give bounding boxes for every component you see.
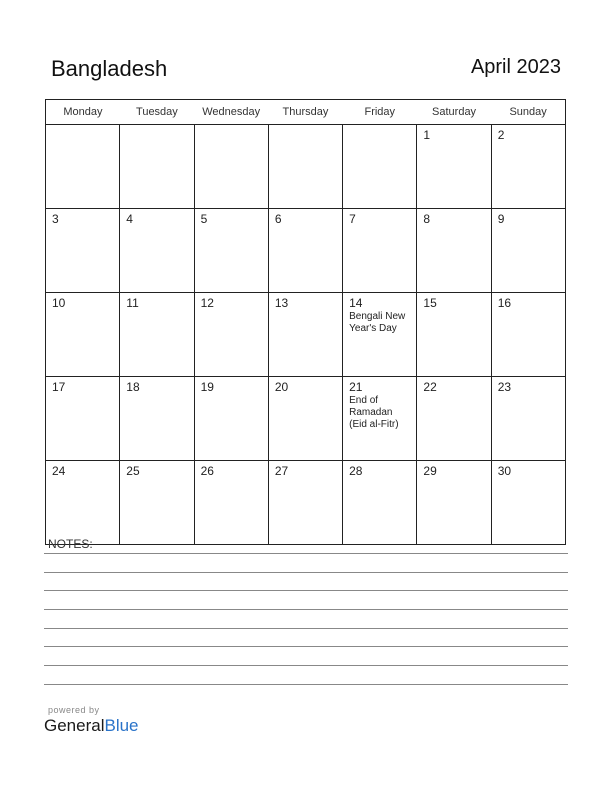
day-cell [46,461,120,545]
notes-line [44,609,568,610]
day-cell [417,125,491,209]
day-number: 17 [52,380,66,394]
day-number: 7 [349,212,356,226]
day-cell [268,461,342,545]
notes-line [44,553,568,554]
brand-logo-blue: Blue [104,716,139,735]
day-cell [417,461,491,545]
day-number: 26 [200,464,214,478]
weekday-header: Monday [46,100,120,125]
week-row [46,461,566,545]
day-number: 8 [423,212,431,226]
notes-line [44,646,568,647]
day-cell [46,293,120,377]
weekday-header: Saturday [417,100,491,125]
day-cell [268,293,342,377]
holiday-label: End of Ramadan (Eid al-Fitr) [349,395,399,430]
day-number: 25 [126,464,140,478]
day-cell [120,209,194,293]
weekday-header: Sunday [491,100,565,125]
day-number: 19 [200,380,214,394]
day-cell [120,461,194,545]
day-number: 11 [126,296,139,310]
week-row [46,209,566,293]
day-cell [417,377,491,461]
day-number: 6 [274,212,282,226]
day-number: 2 [497,128,505,142]
day-cell [491,209,565,293]
day-cell [120,293,194,377]
day-number: 30 [497,464,512,478]
day-number: 1 [423,128,431,142]
day-cell [491,377,565,461]
day-number: 27 [274,464,289,478]
weekday-header: Tuesday [120,100,194,125]
day-cell [46,125,120,209]
day-cell [491,461,565,545]
day-number: 24 [52,464,66,478]
week-row [46,293,566,377]
brand-logo [44,716,139,736]
weekday-header: Thursday [268,100,342,125]
day-number: 5 [200,212,208,226]
day-cell [491,125,565,209]
weekday-header-row [46,100,566,125]
day-cell [491,293,565,377]
day-number: 13 [274,296,289,310]
day-cell [46,209,120,293]
powered-by-text: powered by [48,705,100,715]
week-row [46,377,566,461]
day-cell [120,377,194,461]
day-cell [343,461,417,545]
weekday-header: Friday [343,100,417,125]
day-number: 21 [349,380,363,394]
day-number: 15 [423,296,437,310]
day-number: 23 [497,380,512,394]
day-cell [268,209,342,293]
calendar-grid [45,99,566,545]
day-cell [194,293,268,377]
week-row [46,125,566,209]
notes-line [44,684,568,685]
day-number: 3 [52,212,59,226]
notes-line [44,665,568,666]
month-year-title: April 2023 [470,56,561,78]
country-title: Bangladesh [51,56,168,81]
day-number: 12 [200,296,214,310]
day-number: 14 [349,296,363,310]
day-cell [343,377,417,461]
day-cell [343,125,417,209]
day-number: 22 [423,380,437,394]
day-number: 10 [52,296,66,310]
day-cell [268,125,342,209]
day-cell [268,377,342,461]
day-cell [343,209,417,293]
day-cell [194,125,268,209]
day-number: 18 [126,380,140,394]
day-number: 4 [126,212,133,226]
brand-logo-general: General [44,716,105,735]
day-number: 16 [497,296,512,310]
day-cell [417,293,491,377]
notes-line [44,572,568,573]
notes-line [44,590,568,591]
day-cell [120,125,194,209]
day-number: 20 [274,380,289,394]
day-cell [194,209,268,293]
day-cell [46,377,120,461]
notes-label: NOTES: [48,537,93,551]
day-cell [417,209,491,293]
day-number: 28 [349,464,363,478]
holiday-label: Bengali New Year's Day [349,311,406,334]
day-number: 9 [497,212,505,226]
weekday-header: Wednesday [194,100,268,125]
day-cell [194,461,268,545]
day-number: 29 [423,464,437,478]
notes-line [44,628,568,629]
day-cell [343,293,417,377]
day-cell [194,377,268,461]
